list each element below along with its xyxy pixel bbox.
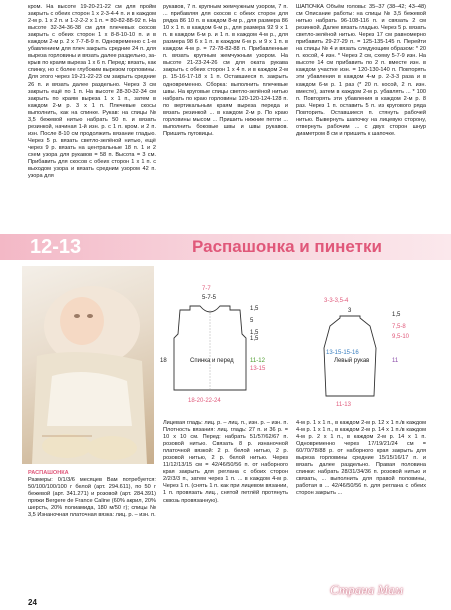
front-back-schematic [160,282,270,412]
text-column-3: ШАПОЧКА Объём головы: 35–37 (38–42; 43–48) см Описание работы: на спицы № 3,5 бежевой нитью набрать 96-108-116 п. и связать 2 см резинкой. Далее вязать гладью. Через 5 р. вязать светло-зелёной нитью. Через 17 см равномерно прибавить 29-27-29 п. = 125-135-145 п. Перейти на спицы № 4 и вязать следующим образом: * 20 п. косой, 4 изн. * Через 2 см, схему 5-7-9 изн. На высоте 14 см прибавить по 2 п. вместе изн. в каждом участке изн. = 120-130-140 п. Повторять эти убавления в каждом 4-м р. 2-3-3 раза и в каждом 6-м р. 1 раз (* 20 п. косой, 2 п. изн. вместе), затем в каждом 2-м р. убавлять ... * 100 п. Повторять эти убавления в каждом 2-м р. 8 раз. Через 1 п. оставить 5 п. из кругового ряда Повторить. Оставшиеся п. стянуть рабочей нитью. Вывернуть шапочку на лицевую сторону, отвернуть рабочим ... с двух сторон шнур диаметром 8 см и пришить к шапочке. [296,4,426,137]
dim-side-left: 18 [160,358,167,364]
text-column-4 [28,470,156,600]
sleeve-dim-top-2: 3 [348,308,352,314]
watermark-logo: Страна Мам [330,582,403,597]
sleeve-schematic [300,286,440,412]
page-number: 24 [28,598,37,607]
sleeve-dim-side-2: 7,5-8 [392,324,406,330]
dim-bottom: 18-20-22-24 [188,398,221,404]
sleeve-dim-mid: 13-15-15-16 [326,350,359,356]
text-column-6: 4-м р. 1 х 1 п., в каждом 2-м р. 12 х 1 п./в каждом 4-м р. 1 х 1 п., в каждом 2-м р. 14 х 1 п./в каждом 4-м р. 2 х 1 п., в каждом 2-м р. 14 х 1 п. Одновременно через 17/19/21/24 см = 60/70/78/88 р. от наборного края закрыть для выреза горловины средние 15/15/16/17 п. и вязать далее раздельно. Правая половина спинки: набрать 28/31/34/36 п. розовой нитью и связать, ... выполнить для правой половины, работая в ... 42/46/50/56 п. для реглана с обеих сторон закрыть ... [296,420,426,497]
dim-side-2: 5 [250,318,254,324]
dim-side-5: 11-12 [250,358,265,364]
sleeve-dim-side-3: 9,5-10 [392,334,410,340]
section-heading-raspashonka: РАСПАШОНКА [28,470,69,476]
dim-side-1: 1,5 [250,306,259,312]
baby-photo [22,266,154,464]
section-banner [0,234,451,260]
text-column-4-body: Размеры: 0/1/3/6 месяцев Вам потребуется: 50/100/100/100 г белой (арт. 294.611), по 50 г бежевой (арт. 341.271) и розовой (арт. 284.391) пряжи Bergere de France Caline (60% акрил, 20% шерсть, 20% полиамида, 180 м/50 г); спицы № 3,5 Изнаночная платочная вязка: лиц. р. – изн. п. [28,477,156,519]
sleeve-dim-top-1: 3-3-3,5-4 [324,298,349,304]
sleeve-label: Левый рукав [334,358,370,364]
dim-side-6: 13-15 [250,366,266,372]
text-column-1: кром. На высоте 19-20-21-22 см для пройм закрыть с обеих сторон 1 х 2-3-4-4 п. и в каждом 2-м р. 1 х 2 п. и 1-2-2-2 х 1 п. = 80-82-88-92 п. На высоте 32-34-36-38 см для плечевых скосов закрыть с обеих сторон 1 х 8-8-10-10 п. и в каждом 2-м р. 2 х 7-7-8-9 п. Одновременно с 1-м убавлением для плеч закрыть средние 24 п. для выреза горловины и вязать далее раздельно, за-крыв по краям выреза 1 х 6 п. Перед: вязать, как спинку, но с более глубоким вырезом горловины. Для этого через 19-21-22-23 см закрыть средние 26 п. и вязать далее раздельно. Через 3 см закрыть ещё по 1 п. На высоте 28-30-32-34 см закрыть по краям выреза 1 х 1 п., затем в каждом 2-м р. 3 х 1 п. Плечевые скосы выполнить, как на спинке. Рукав: на спицы № 3,5 бежевой нитью набрать 50 п. и вязать резинкой, начиная 1-й изн. р. с 1 п. кром. и 2 п. изн. После 8-10 см продолжить вязание гладью. Через 5 р. вязать светло-зелёной нитью, ещё через 9 р. вязать на центральные 18 п. 1 и 2 схем узора для рукавов = 58 п. Высота = 3 см. Прибавить для скосов с обеих сторон 1 х 1 п. с выходом узора и вязать средним узором 42 п. узора для [28,4,156,180]
dim-side-3: 1,5 [250,330,259,336]
banner-number: 12-13 [30,236,82,258]
dim-top-2: 5-7-5 [202,295,217,301]
text-column-2: рукавов, 7 п. крупным жемчужным узором, 7 п. ... прибавляя для скосов с обеих сторон для рядка 86 10 п. в каждом 8-м р., для размера 86 10 х 1 п. в каждом 6-м р., для размера 92 9 х 1 п. в каждом 6-м р. и 1 п. в каждом 4-м р., для размера 98 6 х 1 п. в каждом 6-м р. и 9 х 1 п. в каждом 4-м р. = 72-78-82-88 п. Прибавленные п. вязать крупным жемчужным узором. На высоте 21-23-24-26 см для оката рукава закрыть с обеих сторон 1 х 4 п. и в каждом 2-м р. 15-16-17-18 х 1 п. Оставшиеся п. закрыть одновременно. Сборка: выполнить плечевые швы. На круговые спицы светло-зелёной нитью набрать по краю горловины 120-120-124-128 п. по вертикальным краям выреза переда и вязать резинкой ... в каждом 2-м р. По краю горловины мысом ... Пришить нижние петли ... выполнить боковые швы и швы рукавов. Пришить пуговицы. [163,4,288,137]
schematic-label-back-front: Спинка и перед [190,358,234,364]
sleeve-dim-side-1: 1,5 [392,312,401,318]
sleeve-dim-bottom: 11-13 [336,402,351,408]
sleeve-dim-side-4: 11 [392,358,399,364]
dim-side-4: 1,5 [250,336,259,342]
dim-top-1: 7-7 [202,286,211,292]
text-column-5: Лицевая гладь: лиц. р. – лиц. п., изн. р. – изн. п. Плотность вязания: лиц. гладь: 27 п. и 36 р. = 10 х 10 см. Перед: набрать 51/57/62/67 п. розовой нитью. Связать 8 р. изнаночной платочной вязкой: 2 р. белой нитью, 2 р. розовой нитью, 2 р. белой нитью. Через 11/12/13/15 см = 42/46/50/56 п. от наборного края закрыть для реглана с обоих сторон 2/2/3/3 п., затем через 1 п. ... в каждом 4-м р. Через 1 п. (снять 1 п. как при лицевом вязании, 1 п. провязать лиц., снятой петлёй протянуть сквозь провязанную). [163,420,288,504]
banner-title: Распашонка и пинетки [192,237,382,256]
